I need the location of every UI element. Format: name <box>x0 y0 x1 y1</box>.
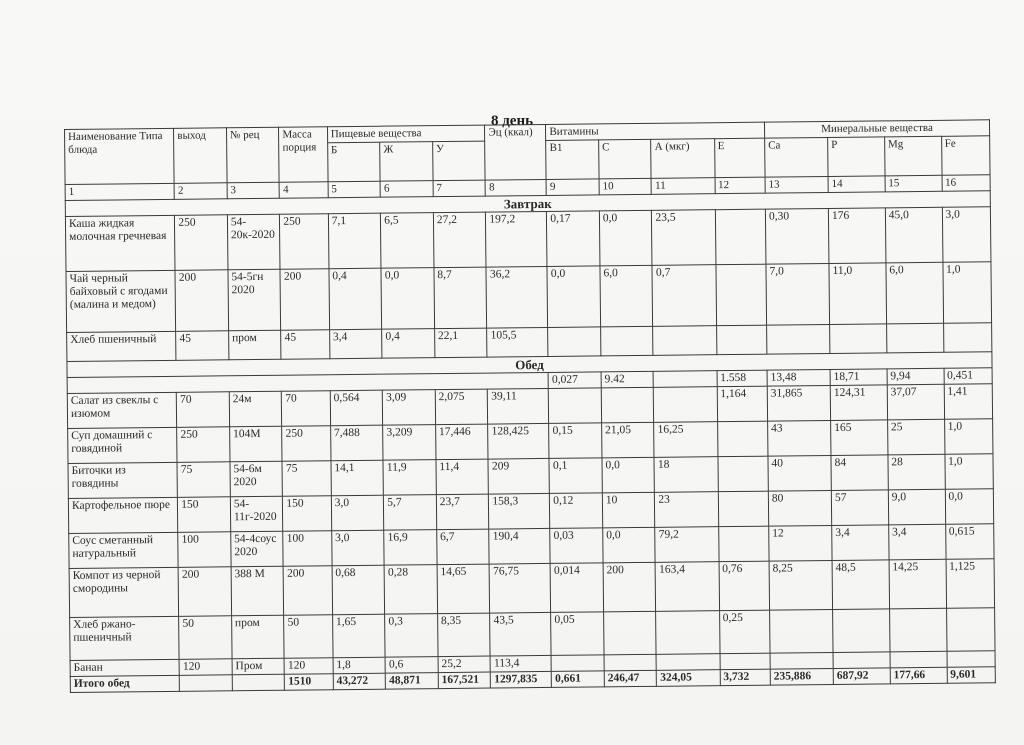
cell-a <box>654 371 717 388</box>
cell-out: 50 <box>179 616 232 660</box>
cell-mg <box>890 651 947 668</box>
cell-zh: 48,871 <box>385 673 438 690</box>
col-num: 14 <box>828 176 885 193</box>
dish-name: Биточки из говядины <box>68 462 178 498</box>
cell-p <box>833 609 890 653</box>
cell-fe: 0,0 <box>945 489 994 525</box>
cell-b1 <box>548 327 601 357</box>
cell-mass: 120 <box>284 658 333 675</box>
cell-a <box>656 611 720 655</box>
lunch-body <box>67 384 995 677</box>
cell-mg: 37,07 <box>887 384 944 420</box>
cell-a <box>654 387 717 423</box>
cell-mg: 9,0 <box>888 489 945 525</box>
cell-ca: 80 <box>768 490 831 526</box>
cell-b1: 0,014 <box>550 563 603 613</box>
cell-zh: 0,3 <box>385 614 438 658</box>
cell-fe <box>947 651 996 668</box>
cell-b1: 0,15 <box>549 423 602 459</box>
cell-zh: 0,6 <box>385 657 438 674</box>
cell-u: 25,2 <box>438 656 491 673</box>
cell-rec: 104М <box>229 426 282 462</box>
header-output: выход <box>174 128 227 184</box>
cell-mg <box>889 608 946 652</box>
cell-ca <box>767 324 830 354</box>
cell-fe <box>946 608 995 652</box>
cell-a: 23 <box>655 492 718 528</box>
cell-zh: 0,0 <box>381 268 434 330</box>
cell-e <box>717 456 768 492</box>
section-title-breakfast: Завтрак <box>65 191 990 217</box>
cell-e: 0,76 <box>719 561 770 611</box>
cell-ec: 113,4 <box>490 655 551 672</box>
cell-mass: 45 <box>281 330 330 360</box>
cell-a: 23,5 <box>652 210 716 266</box>
dish-name: Каша жидкая молочная гречневая <box>65 215 175 271</box>
cell-e <box>715 209 766 265</box>
cell-u: 17,446 <box>435 424 488 460</box>
cell-ec: 105,5 <box>487 327 548 357</box>
cell-c <box>603 611 656 655</box>
cell-rec: 54-6м 2020 <box>230 461 283 497</box>
cell-zh: 11,9 <box>383 460 436 496</box>
cell-c: 21,05 <box>602 422 655 458</box>
cell-fe: 3,0 <box>942 207 991 263</box>
cell-u: 8,7 <box>434 267 487 329</box>
cell-b: 3,4 <box>329 329 382 359</box>
cell-ec: 1297,835 <box>491 671 552 688</box>
cell-out: 250 <box>175 215 228 271</box>
cell-ec: 43,5 <box>490 612 551 656</box>
cell-fe: 1,41 <box>944 384 993 420</box>
cell-zh: 16,9 <box>384 530 437 566</box>
cell-b: 0,68 <box>332 565 385 615</box>
cell-rec: 54-5гн 2020 <box>228 269 281 331</box>
col-num: 12 <box>715 177 766 194</box>
dish-name: Суп домашний с говядиной <box>68 427 178 463</box>
cell-fe: 1,0 <box>944 454 993 490</box>
header-mass: Масса порция <box>279 127 328 183</box>
cell-c: 0,0 <box>599 210 652 266</box>
cell-rec <box>232 674 285 691</box>
cell-b: 0,4 <box>329 268 382 330</box>
cell-a <box>656 654 719 671</box>
cell-p: 11,0 <box>829 263 886 325</box>
header-minerals: Минеральные вещества <box>764 120 989 138</box>
cell-c <box>601 326 654 356</box>
dish-name: Компот из черной смородины <box>69 567 179 617</box>
cell-ca: 31,865 <box>767 385 830 421</box>
cell-e: 0,25 <box>719 610 770 654</box>
cell-b1: 0,03 <box>550 528 603 564</box>
menu-table <box>64 119 996 693</box>
cell-out: 200 <box>178 567 231 617</box>
total-label: Итого обед <box>70 675 179 692</box>
header-zh: Ж <box>380 142 433 182</box>
cell-u: 23,7 <box>436 494 489 530</box>
col-num: 6 <box>380 181 433 198</box>
cell-b: 0,564 <box>330 390 383 426</box>
cell-b1: 0,1 <box>549 458 602 494</box>
cell-c: 10 <box>602 492 655 528</box>
cell-ca: 8,25 <box>769 560 833 610</box>
cell-ca: 13,48 <box>767 369 830 386</box>
header-vitamins: Витамины <box>546 122 765 140</box>
cell-ca: 235,886 <box>770 668 833 685</box>
col-num: 3 <box>227 182 280 199</box>
cell-mg: 6,0 <box>886 262 943 324</box>
breakfast-body <box>65 207 991 362</box>
cell-u: 22,1 <box>434 328 487 358</box>
cell-ec: 197,2 <box>486 211 548 267</box>
dish-name: Хлеб ржано-пшеничный <box>70 616 180 660</box>
col-num: 2 <box>174 183 227 200</box>
table-row <box>65 207 991 272</box>
cell-b: 14,1 <box>331 460 384 496</box>
col-num: 16 <box>942 175 991 192</box>
cell-b1: 0,0 <box>547 266 600 328</box>
cell-p: 57 <box>831 490 888 526</box>
section-title-lunch: Обед <box>67 352 992 378</box>
cell-mass: 250 <box>280 214 329 270</box>
cell-out: 150 <box>178 497 231 533</box>
cell-ec: 76,75 <box>489 563 550 613</box>
cell-a: 324,05 <box>657 670 720 687</box>
header-energy: Эц (ккал) <box>485 124 547 180</box>
cell-a: 18 <box>654 457 717 493</box>
cell-a: 0,7 <box>652 265 716 327</box>
header-fe: Fe <box>941 136 990 176</box>
cell-ca <box>770 652 833 669</box>
cell-zh: 5,7 <box>384 495 437 531</box>
col-num: 4 <box>279 182 328 199</box>
cell-out: 45 <box>176 331 229 361</box>
cell-b1: 0,12 <box>550 493 603 529</box>
cell-b: 3,0 <box>331 495 384 531</box>
cell-e: 3,732 <box>720 669 771 686</box>
col-num: 1 <box>65 183 174 200</box>
header-e: Е <box>714 138 765 178</box>
dish-name: Хлеб пшеничный <box>67 331 177 361</box>
cell-b: 43,272 <box>333 673 386 690</box>
cell-zh: 3,209 <box>383 425 436 461</box>
col-num: 8 <box>485 179 546 196</box>
cell-mass: 250 <box>282 426 331 462</box>
cell-e <box>716 325 767 355</box>
cell-u: 27,2 <box>433 212 486 268</box>
cell-fe: 1,0 <box>944 419 993 455</box>
cell-ca: 40 <box>768 455 831 491</box>
cell-fe: 0,615 <box>945 524 994 560</box>
cell-zh: 0,28 <box>384 565 437 615</box>
cell-u: 6,7 <box>437 529 490 565</box>
cell-mass: 75 <box>282 461 331 497</box>
cell-c: 9.42 <box>601 371 654 388</box>
cell-ca: 7,0 <box>766 263 830 325</box>
cell-zh: 0,4 <box>382 329 435 359</box>
dish-name: Картофельное пюре <box>68 497 178 533</box>
cell-fe: 9,601 <box>947 667 996 684</box>
cell-rec: 54-4соус 2020 <box>231 531 284 567</box>
cell-mg: 25 <box>887 419 944 455</box>
col-num: 10 <box>599 178 652 195</box>
cell-zh: 3,09 <box>383 390 436 426</box>
cell-rec: 388 М <box>231 566 284 616</box>
cell-rec: 24м <box>229 391 282 427</box>
cell-fe: 0,451 <box>944 368 993 385</box>
cell-b: 1,8 <box>333 657 386 674</box>
cell-u: 167,521 <box>438 672 491 689</box>
cell-rec: пром <box>228 330 281 360</box>
cell-ca: 43 <box>768 420 831 456</box>
cell-u: 8,35 <box>437 613 490 657</box>
cell-ec: 39,11 <box>488 388 549 424</box>
cell-ec: 158,3 <box>489 493 550 529</box>
cell-c: 6,0 <box>600 265 653 327</box>
cell-e <box>718 491 769 527</box>
cell-mass: 100 <box>283 531 332 567</box>
cell-e: 1,164 <box>717 386 768 422</box>
cell-b: 1,65 <box>332 614 385 658</box>
cell-fe: 1,0 <box>942 262 991 324</box>
cell-b1: 0,17 <box>547 211 600 267</box>
cell-out: 100 <box>178 532 231 568</box>
header-name: Наименование Типа блюда <box>65 128 175 184</box>
cell-mg: 45,0 <box>885 207 942 263</box>
cell-mg: 9,94 <box>887 368 944 385</box>
cell-c: 0,0 <box>603 527 656 563</box>
cell-e <box>715 264 766 326</box>
cell-c <box>601 387 654 423</box>
header-a: А (мкг) <box>651 139 714 179</box>
cell-mass: 150 <box>283 496 332 532</box>
cell-zh: 6,5 <box>381 213 434 269</box>
cell-rec: 54-20к-2020 <box>227 214 280 270</box>
cell-a: 163,4 <box>656 562 720 612</box>
cell-c: 200 <box>603 562 656 612</box>
cell-ec: 128,425 <box>488 423 549 459</box>
header-b1: В1 <box>546 140 599 180</box>
dish-name: Банан <box>70 659 179 676</box>
dish-name: Салат из свеклы с изюмом <box>67 392 177 428</box>
table-row <box>66 262 992 333</box>
cell-out: 70 <box>177 392 230 428</box>
cell-p <box>833 652 890 669</box>
cell-mass: 50 <box>284 615 333 659</box>
cell-b: 7,1 <box>328 213 381 269</box>
cell-e: 1.558 <box>717 370 768 387</box>
cell-out: 120 <box>179 659 232 676</box>
cell-mass: 200 <box>283 566 332 616</box>
cell-p: 124,31 <box>830 385 887 421</box>
cell-fe <box>943 323 992 353</box>
cell-u: 14,65 <box>437 564 490 614</box>
cell-ca: 12 <box>769 525 832 561</box>
cell-mass: 70 <box>282 391 331 427</box>
cell-b1: 0,027 <box>548 372 601 389</box>
cell-u: 11,4 <box>436 459 489 495</box>
dish-name: Чай черный байховый с ягодами (малина и медом) <box>66 270 176 332</box>
cell-c <box>604 654 657 671</box>
cell-fe: 1,125 <box>946 559 995 609</box>
cell-e <box>720 653 771 670</box>
cell-a: 79,2 <box>655 527 718 563</box>
cell-p: 687,92 <box>833 668 890 685</box>
cell-b1: 0,661 <box>552 671 605 688</box>
col-num: 15 <box>885 175 942 192</box>
cell-mg: 3,4 <box>888 524 945 560</box>
col-num: 13 <box>765 177 828 194</box>
cell-out <box>180 675 233 692</box>
header-mg: Mg <box>884 136 941 176</box>
cell-p: 165 <box>831 420 888 456</box>
cell-ec: 190,4 <box>489 528 550 564</box>
col-num: 11 <box>652 178 715 195</box>
cell-c: 0,0 <box>602 457 655 493</box>
cell-ec: 36,2 <box>486 266 548 328</box>
cell-out: 250 <box>177 427 230 463</box>
cell-u: 2,075 <box>435 389 488 425</box>
cell-a: 16,25 <box>654 422 717 458</box>
dish-name: Соус сметанный натуральный <box>69 532 179 568</box>
cell-a <box>653 326 716 356</box>
cell-ca: 0,30 <box>765 208 829 264</box>
cell-p: 18,71 <box>830 369 887 386</box>
header-recipe: № рец <box>226 127 279 183</box>
cell-rec: пром <box>231 615 284 659</box>
cell-e <box>718 526 769 562</box>
col-num: 9 <box>546 179 599 196</box>
cell-out: 75 <box>177 462 230 498</box>
cell-p <box>830 324 887 354</box>
cell-mg: 14,25 <box>889 559 946 609</box>
cell-b1 <box>549 388 602 424</box>
cell-mass: 1510 <box>285 674 334 691</box>
header-u: У <box>432 141 485 181</box>
cell-c: 246,47 <box>604 670 657 687</box>
col-num: 7 <box>433 180 486 197</box>
cell-p: 176 <box>828 208 885 264</box>
cell-mg: 177,66 <box>890 667 947 684</box>
cell-ec: 209 <box>488 458 549 494</box>
header-b: Б <box>327 142 380 182</box>
cell-rec: 54-11г-2020 <box>230 496 283 532</box>
cell-rec: Пром <box>232 658 285 675</box>
col-num: 5 <box>328 181 381 198</box>
cell-b1 <box>551 655 604 672</box>
cell-ca <box>770 609 834 653</box>
header-c: С <box>599 139 652 179</box>
cell-e <box>717 421 768 457</box>
menu-table-wrapper <box>64 119 996 713</box>
header-ca: Са <box>765 138 828 178</box>
cell-mass: 200 <box>280 269 329 331</box>
cell-out: 200 <box>175 270 228 332</box>
page-title: 8 день <box>490 113 534 129</box>
cell-b: 7,488 <box>330 425 383 461</box>
header-p: Р <box>828 137 885 177</box>
cell-p: 3,4 <box>832 525 889 561</box>
cell-mg <box>886 323 943 353</box>
cell-p: 48,5 <box>832 560 889 610</box>
cell-b: 3,0 <box>331 530 384 566</box>
cell-p: 84 <box>831 455 888 491</box>
cell-mg: 28 <box>888 454 945 490</box>
header-nutrients: Пищевые вещества <box>327 125 485 143</box>
cell-b1: 0,05 <box>551 612 604 656</box>
